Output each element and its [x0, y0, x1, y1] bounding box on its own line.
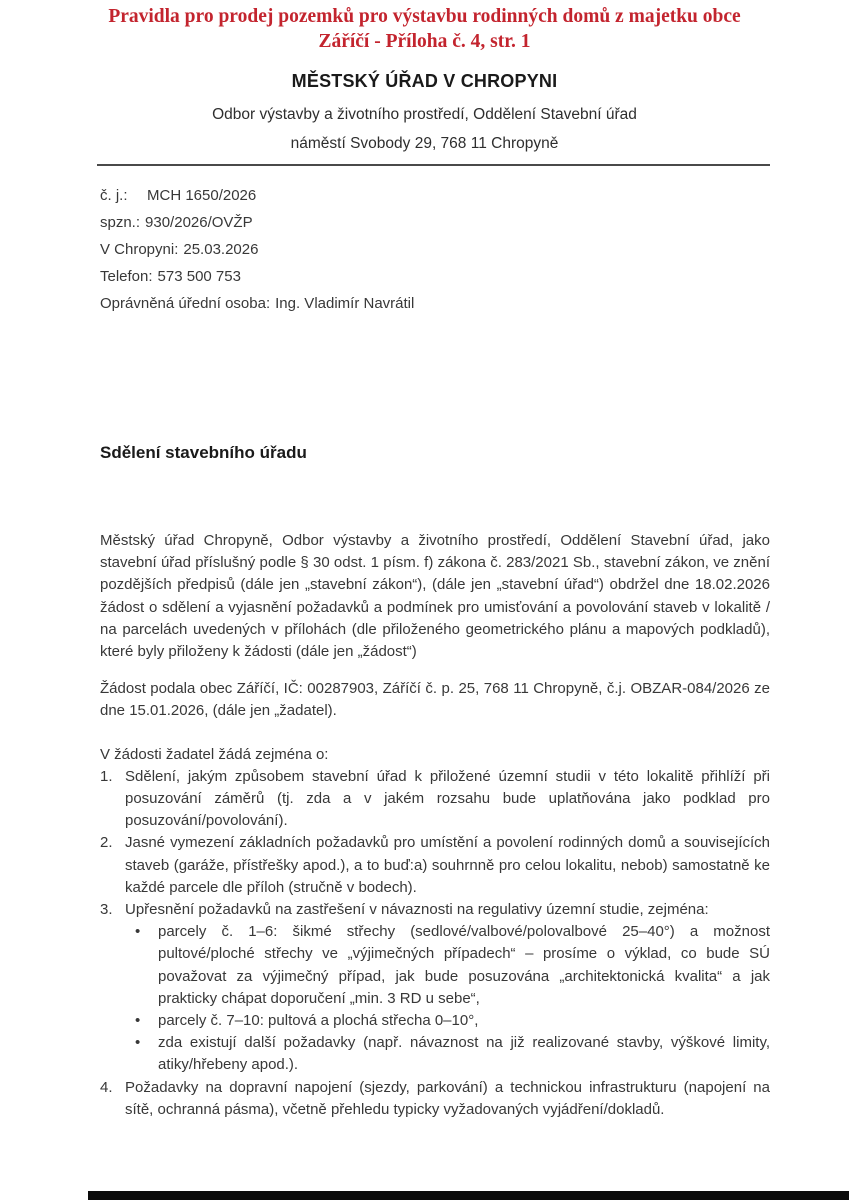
letterhead-office-name: MĚSTSKÝ ÚŘAD V CHROPYNI: [291, 71, 558, 91]
bullet-icon: •: [135, 1034, 141, 1052]
bullet-icon: •: [135, 923, 141, 941]
list-item-4-text: Požadavky na dopravní napojení (sjezdy, parkování) a technickou infrastrukturu (napojení na sítě, ochranná pásma), včetně přehledu typicky vyžadovaných vyjádření/dokladů.: [125, 1078, 770, 1118]
list-item-3-bullet-1-text: parcely č. 1–6: šikmé střechy (sedlové/valbové/polovalbové 25–40°) a možnost pultové/ploché střechy ve „výjimečných případech“ – prosíme o výklad, co bude SÚ považovat za výjimečný případ, jak bude posuzována „architektonická kvalita“ a jak prakticky chápat doporučení „min. 3 RD u sebe“,: [158, 923, 770, 1007]
paragraph-applicant: Žádost podala obec Záříčí, IČ: 00287903, Záříčí č. p. 25, 768 11 Chropyně, č.j. OBZAR-084/2026 ze dne 15.01.2026, (dále jen „žadatel).: [100, 680, 770, 720]
header-divider: [97, 164, 770, 166]
list-item-3-bullet-1: [100, 921, 770, 1010]
list-item-2: [100, 832, 770, 899]
request-list: [100, 766, 770, 1121]
page-title-line1: Pravidla pro prodej pozemků pro výstavbu rodinných domů z majetku obce: [108, 6, 741, 27]
meta-file-number-label: č. j.:: [100, 187, 128, 204]
list-item-2-number: 2.: [100, 834, 113, 852]
list-item-3-text: Upřesnění požadavků na zastřešení v návaznosti na regulativy územní studie, zejména:: [125, 901, 709, 919]
meta-phone: [100, 263, 770, 290]
meta-file-number-value: MCH 1650/2026: [147, 187, 257, 204]
request-list-intro: V žádosti žadatel žádá zejména o:: [100, 745, 329, 763]
meta-place-date: [100, 236, 770, 263]
section-heading: Sdělení stavebního úřadu: [100, 443, 307, 462]
meta-case-number-label: spzn.:: [100, 214, 141, 231]
list-item-3-bullet-3-text: zda existují další požadavky (např. návaznost na již realizované stavby, výškové limity, atiky/hřebeny apod.).: [158, 1034, 770, 1074]
meta-place-date-label: V Chropyni:: [100, 241, 179, 258]
page-title: [28, 4, 821, 54]
meta-place-date-value: 25.03.2026: [183, 241, 259, 258]
list-item-1: [100, 766, 770, 833]
list-item-3: [100, 899, 770, 921]
list-item-4: [100, 1077, 770, 1121]
meta-official-person-value: Ing. Vladimír Navrátil: [275, 295, 415, 312]
scan-artifact-bottom-bar: [88, 1191, 849, 1200]
list-item-2-text: Jasné vymezení základních požadavků pro umístění a povolení rodinných domů a souvisejících staveb (garáže, přístřešky apod.), a to buď:a) souhrnně pro celou lokalitu, nebob) samostatně ke každé parcele dle příloh (stručně v bodech).: [125, 834, 770, 896]
letterhead-address: náměstí Svobody 29, 768 11 Chropyně: [290, 135, 559, 152]
list-item-1-text: Sdělení, jakým způsobem stavební úřad k přiložené územní studii v této lokalitě přihlíží při posuzování záměrů (tj. zda a v jakém rozsahu bude uplatňována jako podklad pro posuzování/povolování).: [125, 767, 770, 830]
meta-phone-label: Telefon:: [100, 268, 153, 285]
list-item-4-number: 4.: [100, 1078, 113, 1096]
list-item-3-bullet-3: [100, 1032, 770, 1076]
meta-phone-value: 573 500 753: [157, 268, 241, 285]
page-title-line2: Záříčí - Příloha č. 4, str. 1: [318, 31, 531, 52]
metadata-block: [100, 182, 770, 317]
letterhead-department: Odbor výstavby a životního prostředí, Oddělení Stavební úřad: [212, 106, 637, 123]
meta-file-number: [100, 182, 770, 209]
paragraph-authority-intro: Městský úřad Chropyně, Odbor výstavby a životního prostředí, Oddělení Stavební úřad, jako stavební úřad příslušný podle § 30 odst. 1 písm. f) zákona č. 283/2021 Sb., stavební zákon, ve znění pozdějších předpisů (dále jen „stavební zákon“), (dále jen „stavební úřad“) obdržel dne 18.02.2026 žádost o sdělení a vyjasnění požadavků a podmínek pro umisťování a povolování staveb v lokalitě / na parcelách uvedených v přílohách (dle přiloženého geometrického plánu a mapových podkladů), které byly přiloženy k žádosti (dále jen „žádost“): [100, 532, 770, 661]
list-item-3-bullet-2-text: parcely č. 7–10: pultová a plochá střecha 0–10°,: [158, 1012, 479, 1030]
bullet-icon: •: [135, 1012, 141, 1030]
meta-case-number: [100, 209, 770, 236]
list-item-3-bullet-2: [100, 1010, 770, 1032]
meta-official-person: [100, 290, 770, 317]
list-item-3-number: 3.: [100, 901, 113, 919]
meta-case-number-value: 930/2026/OVŽP: [145, 214, 253, 231]
list-item-1-number: 1.: [100, 767, 113, 785]
meta-official-person-label: Oprávněná úřední osoba:: [100, 295, 271, 312]
